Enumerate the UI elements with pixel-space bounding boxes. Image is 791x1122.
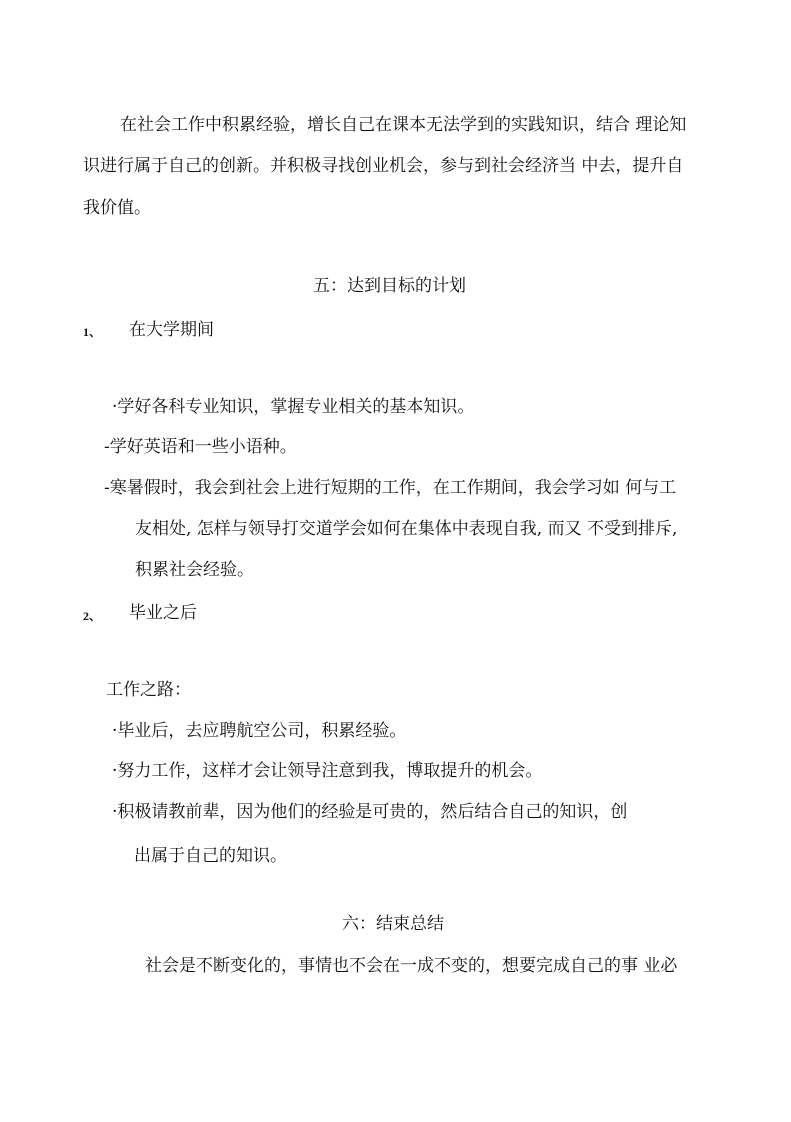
bullet-item: ·学好各科专业知识，掌握专业相关的基本知识。 xyxy=(112,397,475,417)
paragraph-line: 我价值。 xyxy=(83,198,151,218)
paragraph-line: 识进行属于自己的创新。并积极寻找创业机会，参与到社会经济当 中去，提升自 xyxy=(83,156,684,176)
bullet-item: ·积极请教前辈，因为他们的经验是可贵的，然后结合自己的知识，创 xyxy=(112,802,628,822)
bullet-item: -寒暑假时，我会到社会上进行短期的工作，在工作期间，我会学习如 何与工 xyxy=(104,478,677,498)
list-heading: 毕业之后 xyxy=(129,603,197,623)
paragraph-line: 社会是不断变化的，事情也不会在一成不变的，想要完成自己的事 业必 xyxy=(145,956,678,976)
bullet-item: -学好英语和一些小语种。 xyxy=(104,437,297,457)
list-number: 1、 xyxy=(83,325,102,339)
list-heading: 在大学期间 xyxy=(129,320,214,340)
bullet-item: ·努力工作，这样才会让领导注意到我，博取提升的机会。 xyxy=(112,761,543,781)
section-title: 六：结束总结 xyxy=(342,914,444,934)
list-number: 2、 xyxy=(83,609,102,623)
bullet-continuation: 出属于自己的知识。 xyxy=(134,846,287,866)
bullet-item: ·毕业后，去应聘航空公司，积累经验。 xyxy=(112,721,407,741)
subheading: 工作之路： xyxy=(106,680,191,700)
section-title: 五：达到目标的计划 xyxy=(313,276,466,296)
bullet-continuation: 积累社会经验。 xyxy=(135,560,254,580)
bullet-continuation: 友相处, 怎样与领导打交道学会如何在集体中表现自我, 而又 不受到排斥, xyxy=(135,519,678,539)
paragraph-line: 在社会工作中积累经验，增长自己在课本无法学到的实践知识，结合 理论知 xyxy=(120,115,687,135)
